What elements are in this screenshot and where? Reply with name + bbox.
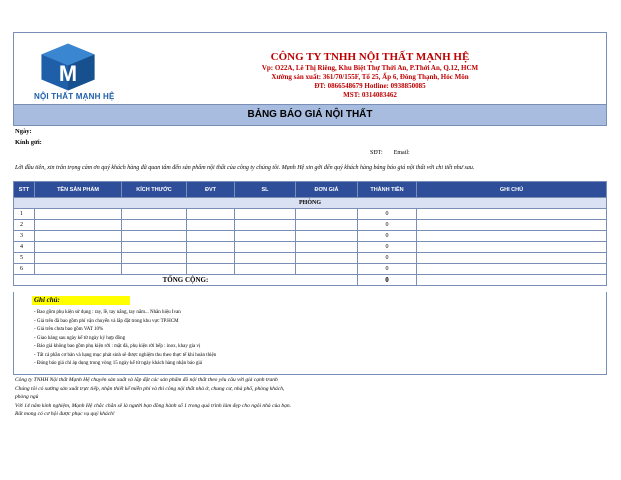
page-title: BẢNG BÁO GIÁ NỘI THẤT [13, 104, 607, 126]
price-cell[interactable] [296, 231, 358, 242]
unit-cell[interactable] [187, 209, 235, 220]
footer-line: Công ty TNHH Nội thất Mạnh Hệ chuyên sản xuất và lắp đặt các sản phẩm đồ nội thất theo yêu cầu với giá cạnh tranh [15, 377, 278, 383]
notes-list [34, 309, 216, 369]
footer-line: Với 14 năm kinh nghiệm, Mạnh Hệ chắc chắn sẽ là người bạn đồng hành số 1 trong quá trình làm đẹp cho ngôi nhà của bạn. [15, 402, 291, 409]
note-cell[interactable] [417, 242, 607, 253]
note-cell[interactable] [417, 253, 607, 264]
footer-line: phòng ngủ [15, 394, 39, 400]
col-stt: STT [14, 182, 35, 198]
note-item: - Đúng báo giá chỉ áp dụng trong vòng 15 ngày kể từ ngày khách hàng nhận báo giá [34, 361, 202, 366]
col-unit: ĐVT [187, 182, 235, 198]
qty-cell[interactable] [235, 209, 296, 220]
col-price: ĐƠN GIÁ [296, 182, 358, 198]
row-stt: 2 [14, 220, 35, 231]
note-cell[interactable] [417, 231, 607, 242]
unit-cell[interactable] [187, 220, 235, 231]
footer-line: Chúng tôi có xưởng sản xuất trực tiếp, nhận thiết kế miễn phí và thi công nội thất nhà ở, chung cư, nhà phố, phòng khách, [15, 385, 285, 392]
notes-title: Ghi chú: [32, 296, 130, 305]
date-label: Ngày: [15, 128, 32, 135]
total-value: 0 [358, 275, 417, 286]
qty-cell[interactable] [235, 231, 296, 242]
table-row [14, 264, 607, 275]
company-office: Vp: O22A, Lê Thị Riêng, Khu Biệt Thự Thới An, P.Thới An, Q.12, HCM [261, 64, 479, 72]
unit-cell[interactable] [187, 264, 235, 275]
company-logo [33, 42, 103, 92]
logo-letter: M [58, 61, 78, 87]
amount-cell: 0 [358, 209, 417, 220]
intro-text: Lời đầu tiên, xin trân trọng cảm ơn quý khách hàng đã quan tâm đến sản phẩm nội thất của công ty chúng tôi. Mạnh Hệ xin gởi đến quý khách hàng bảng báo giá nội thất với chi tiết như sau. [15, 165, 475, 171]
price-cell[interactable] [296, 209, 358, 220]
footer-text [15, 376, 575, 419]
size-cell[interactable] [122, 264, 187, 275]
note-item: - Giao hàng sau ngày kể từ ngày ký hợp đồng [34, 335, 126, 341]
size-cell[interactable] [122, 220, 187, 231]
col-note: GHI CHÚ [417, 182, 607, 198]
sdt-label: SĐT: [370, 150, 383, 156]
row-stt: 6 [14, 264, 35, 275]
amount-cell: 0 [358, 242, 417, 253]
row-stt: 3 [14, 231, 35, 242]
amount-cell: 0 [358, 220, 417, 231]
amount-cell: 0 [358, 253, 417, 264]
note-item: - Tất cả phần cơ bản và hạng mục phát sinh sẽ được nghiệm thu theo thực tế khi hoàn thiện [34, 352, 217, 358]
qty-cell[interactable] [235, 242, 296, 253]
note-item: - Giá trên chưa bao gồm VAT 10% [34, 327, 104, 332]
product-cell[interactable] [35, 253, 122, 264]
contact-labels [370, 150, 410, 156]
notes-section [13, 292, 607, 375]
footer-line: Rất mong có cơ hội được phục vụ quý khách! [15, 411, 115, 417]
table-row [14, 220, 607, 231]
col-qty: SL [235, 182, 296, 198]
price-cell[interactable] [296, 242, 358, 253]
table-header-row [14, 182, 607, 198]
note-item: - Bao gồm phụ kiện sử dụng : ray, lề, tay nắng, tay nắm... Nhãn hiệu Ivan [34, 310, 181, 315]
row-stt: 1 [14, 209, 35, 220]
amount-cell: 0 [358, 264, 417, 275]
price-cell[interactable] [296, 253, 358, 264]
company-phone: ĐT: 0866548679 Hotline: 0938850085 [314, 82, 426, 90]
col-product: TÊN SẢN PHẨM [35, 182, 122, 198]
qty-cell[interactable] [235, 220, 296, 231]
total-label: TỔNG CỘNG: [14, 275, 358, 286]
col-size: KÍCH THƯỚC [122, 182, 187, 198]
row-stt: 4 [14, 242, 35, 253]
table-row [14, 209, 607, 220]
company-workshop: Xưởng sản xuất: 361/70/155F, Tổ 25, Ấp 6, Đông Thạnh, Hóc Môn [271, 73, 469, 81]
col-amount: THÀNH TIỀN [358, 182, 417, 198]
product-cell[interactable] [35, 231, 122, 242]
room-row [14, 198, 607, 209]
qty-cell[interactable] [235, 264, 296, 275]
logo-text: NỘI THẤT MẠNH HỆ [34, 92, 115, 101]
company-tax: MST: 0314083462 [343, 91, 397, 99]
size-cell[interactable] [122, 231, 187, 242]
note-cell[interactable] [417, 209, 607, 220]
unit-cell[interactable] [187, 242, 235, 253]
total-row [14, 275, 607, 286]
product-cell[interactable] [35, 209, 122, 220]
unit-cell[interactable] [187, 231, 235, 242]
email-label: Email: [393, 150, 410, 156]
qty-cell[interactable] [235, 253, 296, 264]
amount-cell: 0 [358, 231, 417, 242]
product-cell[interactable] [35, 264, 122, 275]
note-cell[interactable] [417, 220, 607, 231]
row-stt: 5 [14, 253, 35, 264]
to-label: Kính gửi: [15, 139, 42, 146]
table-row [14, 242, 607, 253]
price-cell[interactable] [296, 264, 358, 275]
table-row [14, 253, 607, 264]
table-row [14, 231, 607, 242]
company-info [190, 50, 550, 100]
size-cell[interactable] [122, 242, 187, 253]
product-cell[interactable] [35, 242, 122, 253]
total-note-cell [417, 275, 607, 286]
room-label: PHÒNG [14, 198, 607, 209]
product-cell[interactable] [35, 220, 122, 231]
size-cell[interactable] [122, 209, 187, 220]
unit-cell[interactable] [187, 253, 235, 264]
size-cell[interactable] [122, 253, 187, 264]
note-cell[interactable] [417, 264, 607, 275]
note-item: - Giá trên đã bao gồm phí vận chuyển và lắp đặt trong khu vực TP.HCM [34, 318, 179, 324]
note-item: - Báo giá không bao gồm phụ kiện rời : mặt đá, phụ kiện rời bếp : inox, khay gia vị [34, 344, 201, 349]
quote-table [13, 181, 607, 286]
price-cell[interactable] [296, 220, 358, 231]
company-name: CÔNG TY TNHH NỘI THẤT MẠNH HỆ [270, 51, 470, 63]
